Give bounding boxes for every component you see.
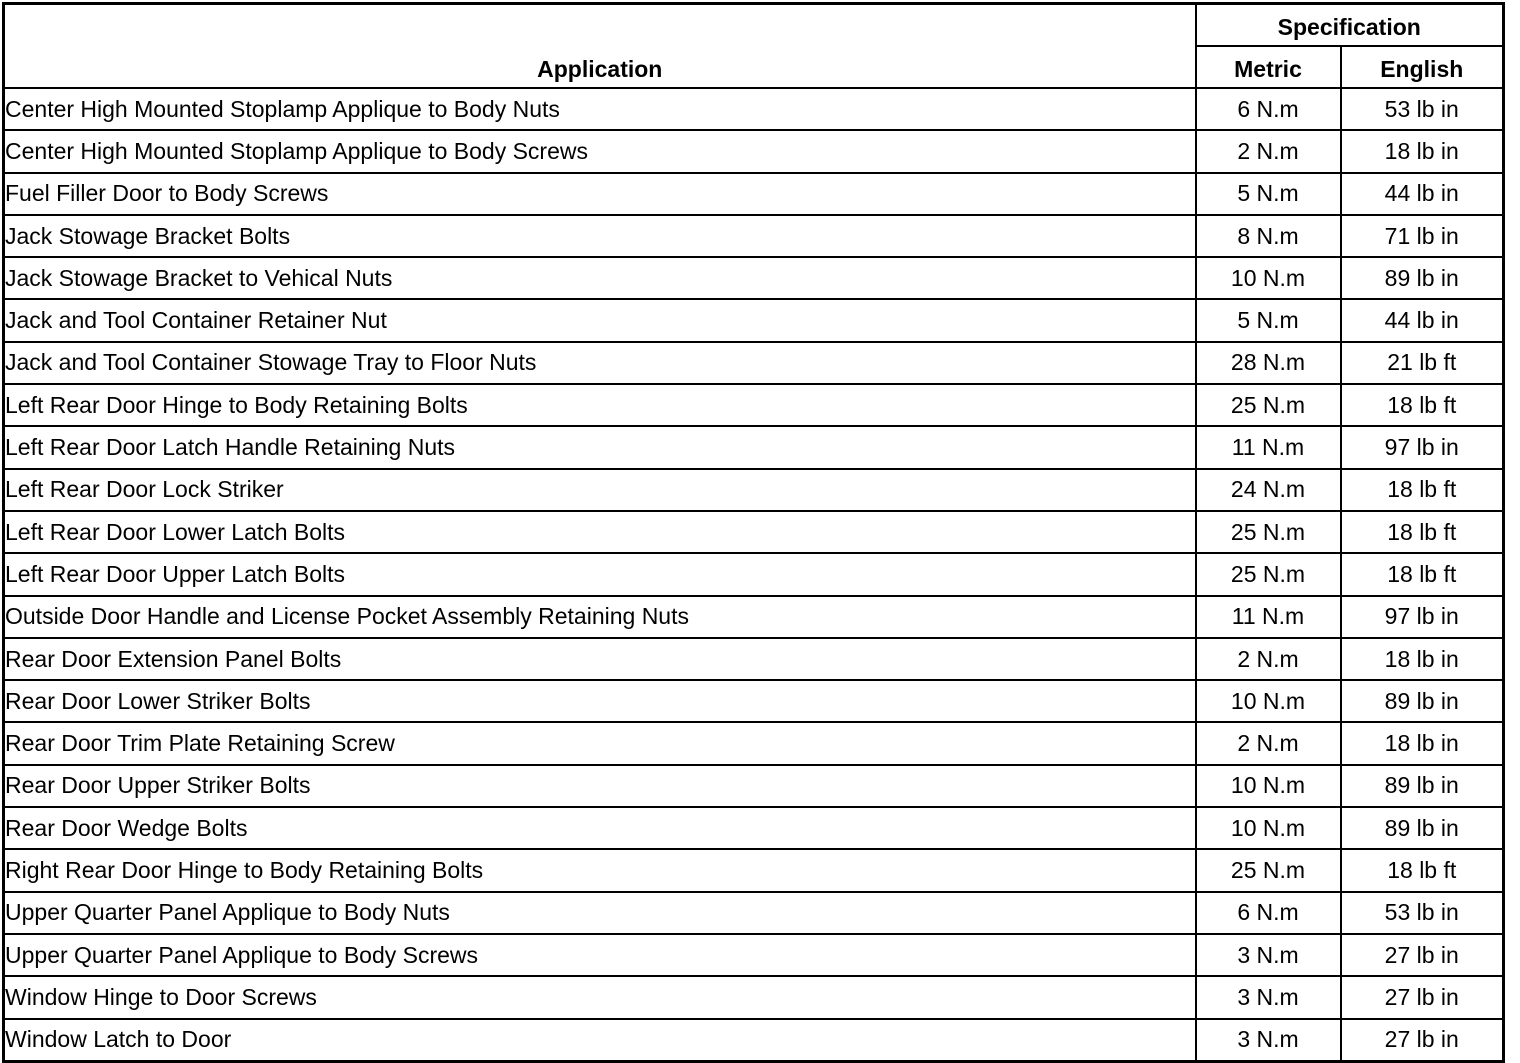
metric-cell: 25 N.m (1196, 553, 1341, 595)
application-cell: Upper Quarter Panel Applique to Body Nuts (4, 892, 1196, 934)
table-row (4, 892, 1504, 934)
table-row (4, 130, 1504, 172)
metric-cell: 28 N.m (1196, 342, 1341, 384)
metric-cell: 3 N.m (1196, 1019, 1341, 1062)
metric-cell: 11 N.m (1196, 426, 1341, 468)
table-row (4, 934, 1504, 976)
english-cell: 18 lb in (1341, 130, 1504, 172)
metric-cell: 5 N.m (1196, 173, 1341, 215)
english-cell: 18 lb ft (1341, 511, 1504, 553)
metric-cell: 25 N.m (1196, 384, 1341, 426)
english-cell: 89 lb in (1341, 765, 1504, 807)
application-cell: Window Hinge to Door Screws (4, 976, 1196, 1018)
table-row (4, 88, 1504, 130)
english-cell: 53 lb in (1341, 892, 1504, 934)
english-cell: 97 lb in (1341, 426, 1504, 468)
table-row (4, 807, 1504, 849)
table-row (4, 638, 1504, 680)
metric-cell: 5 N.m (1196, 299, 1341, 341)
english-cell: 18 lb in (1341, 722, 1504, 764)
application-cell: Rear Door Trim Plate Retaining Screw (4, 722, 1196, 764)
metric-cell: 3 N.m (1196, 934, 1341, 976)
english-cell: 71 lb in (1341, 215, 1504, 257)
column-header-english: English (1341, 46, 1504, 88)
english-cell: 89 lb in (1341, 257, 1504, 299)
metric-cell: 8 N.m (1196, 215, 1341, 257)
table-row (4, 173, 1504, 215)
application-cell: Rear Door Wedge Bolts (4, 807, 1196, 849)
application-cell: Rear Door Extension Panel Bolts (4, 638, 1196, 680)
application-cell: Left Rear Door Lower Latch Bolts (4, 511, 1196, 553)
english-cell: 21 lb ft (1341, 342, 1504, 384)
application-cell: Left Rear Door Upper Latch Bolts (4, 553, 1196, 595)
english-cell: 53 lb in (1341, 88, 1504, 130)
english-cell: 18 lb in (1341, 638, 1504, 680)
metric-cell: 10 N.m (1196, 257, 1341, 299)
application-cell: Center High Mounted Stoplamp Applique to Body Screws (4, 130, 1196, 172)
table-row (4, 257, 1504, 299)
table-row (4, 680, 1504, 722)
metric-cell: 2 N.m (1196, 130, 1341, 172)
table-row (4, 765, 1504, 807)
table-row (4, 426, 1504, 468)
metric-cell: 10 N.m (1196, 680, 1341, 722)
application-cell: Left Rear Door Hinge to Body Retaining Bolts (4, 384, 1196, 426)
table-row (4, 553, 1504, 595)
column-header-metric: Metric (1196, 46, 1341, 88)
english-cell: 44 lb in (1341, 173, 1504, 215)
application-cell: Right Rear Door Hinge to Body Retaining Bolts (4, 849, 1196, 891)
table-row (4, 511, 1504, 553)
table-row (4, 215, 1504, 257)
english-cell: 44 lb in (1341, 299, 1504, 341)
metric-cell: 11 N.m (1196, 596, 1341, 638)
metric-cell: 10 N.m (1196, 765, 1341, 807)
table-row (4, 384, 1504, 426)
application-cell: Upper Quarter Panel Applique to Body Screws (4, 934, 1196, 976)
metric-cell: 25 N.m (1196, 849, 1341, 891)
application-cell: Rear Door Upper Striker Bolts (4, 765, 1196, 807)
metric-cell: 2 N.m (1196, 638, 1341, 680)
application-cell: Outside Door Handle and License Pocket Assembly Retaining Nuts (4, 596, 1196, 638)
column-header-application: Application (4, 4, 1196, 89)
table-row (4, 849, 1504, 891)
english-cell: 18 lb ft (1341, 384, 1504, 426)
table-row (4, 469, 1504, 511)
application-cell: Window Latch to Door (4, 1019, 1196, 1062)
english-cell: 27 lb in (1341, 976, 1504, 1018)
metric-cell: 3 N.m (1196, 976, 1341, 1018)
column-header-specification: Specification (1196, 4, 1504, 47)
table-row (4, 342, 1504, 384)
application-cell: Fuel Filler Door to Body Screws (4, 173, 1196, 215)
table-row (4, 1019, 1504, 1062)
table-row (4, 596, 1504, 638)
table-row (4, 976, 1504, 1018)
application-cell: Jack Stowage Bracket Bolts (4, 215, 1196, 257)
header-row-top (4, 4, 1504, 47)
table-row (4, 299, 1504, 341)
english-cell: 97 lb in (1341, 596, 1504, 638)
metric-cell: 6 N.m (1196, 892, 1341, 934)
application-cell: Jack and Tool Container Retainer Nut (4, 299, 1196, 341)
metric-cell: 25 N.m (1196, 511, 1341, 553)
english-cell: 27 lb in (1341, 1019, 1504, 1062)
application-cell: Jack and Tool Container Stowage Tray to Floor Nuts (4, 342, 1196, 384)
table-row (4, 722, 1504, 764)
english-cell: 18 lb ft (1341, 553, 1504, 595)
application-cell: Jack Stowage Bracket to Vehical Nuts (4, 257, 1196, 299)
english-cell: 27 lb in (1341, 934, 1504, 976)
application-cell: Left Rear Door Lock Striker (4, 469, 1196, 511)
metric-cell: 10 N.m (1196, 807, 1341, 849)
metric-cell: 2 N.m (1196, 722, 1341, 764)
metric-cell: 24 N.m (1196, 469, 1341, 511)
english-cell: 18 lb ft (1341, 469, 1504, 511)
english-cell: 89 lb in (1341, 680, 1504, 722)
fastener-torque-spec-table (2, 2, 1505, 1063)
application-cell: Center High Mounted Stoplamp Applique to Body Nuts (4, 88, 1196, 130)
application-cell: Left Rear Door Latch Handle Retaining Nuts (4, 426, 1196, 468)
english-cell: 18 lb ft (1341, 849, 1504, 891)
metric-cell: 6 N.m (1196, 88, 1341, 130)
english-cell: 89 lb in (1341, 807, 1504, 849)
application-cell: Rear Door Lower Striker Bolts (4, 680, 1196, 722)
